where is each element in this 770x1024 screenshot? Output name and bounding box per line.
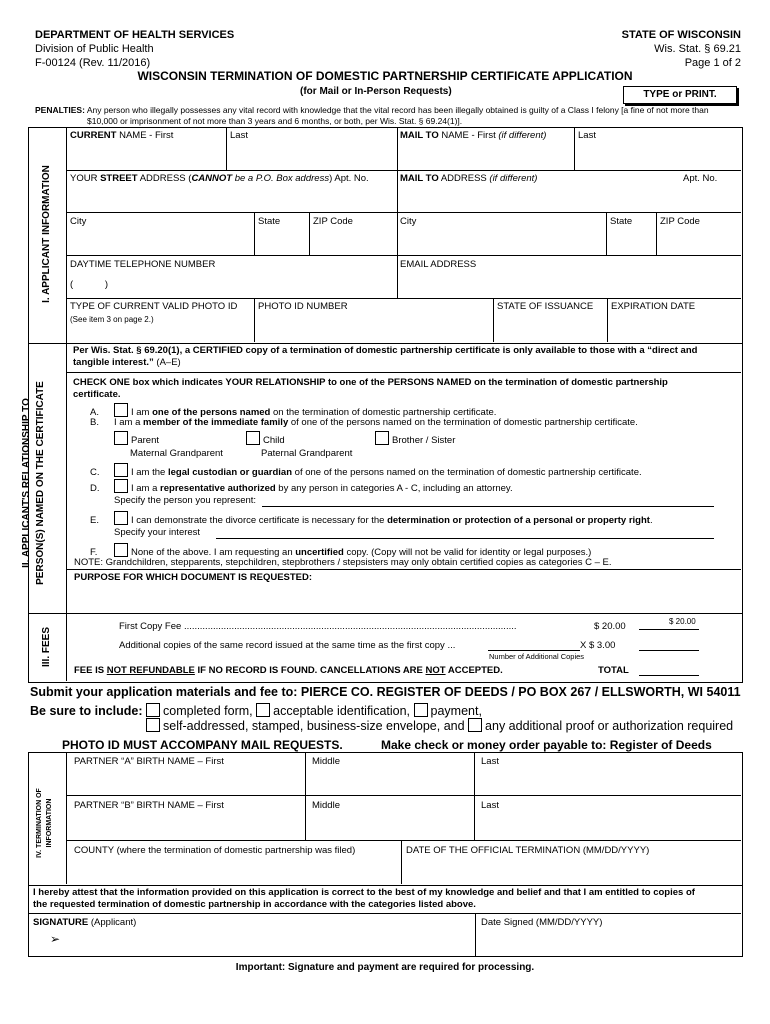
signature-arrow-icon: ➢ — [50, 932, 61, 946]
see-item-note: (See item 3 on page 2.) — [70, 315, 154, 324]
current-first-name-field[interactable]: CURRENT NAME - First — [70, 130, 174, 141]
direct-interest-intro: Per Wis. Stat. § 69.20(1), a CERTIFIED copy of a termination of domestic partnership certificate is only available to those with a “direct and tangible interest.” (A–E) — [73, 345, 698, 368]
additional-copies-count-input[interactable] — [488, 650, 580, 651]
form-title: WISCONSIN TERMINATION OF DOMESTIC PARTNERSHIP CERTIFICATE APPLICATION — [137, 69, 633, 83]
penalties-notice — [35, 105, 740, 127]
additional-copies-row: Additional copies of the same record issued at the same time as the first copy ... — [119, 640, 456, 651]
state-of-issuance-field[interactable]: STATE OF ISSUANCE — [497, 301, 594, 312]
option-d-checkbox[interactable] — [114, 479, 128, 493]
important-footer: Important: Signature and payment are required for processing. — [235, 962, 535, 973]
option-b-parent[interactable]: Parent — [114, 431, 159, 446]
sibling-checkbox[interactable] — [375, 431, 389, 445]
first-copy-filled: $ 20.00 — [669, 617, 696, 626]
envelope-checkbox[interactable] — [146, 718, 160, 732]
additional-proof-checkbox[interactable] — [468, 718, 482, 732]
option-d: D. I am a representative authorized by any person in categories A - C, including an attorney. — [90, 479, 513, 494]
option-f: F. None of the above. I am requesting an uncertified copy. (Copy will not be valid for identity or legal purposes.) — [90, 543, 591, 558]
represent-input-line[interactable] — [262, 506, 714, 507]
payable-notice: Make check or money order payable to: Register of Deeds — [381, 738, 712, 752]
zip-field[interactable]: ZIP Code — [313, 216, 353, 227]
option-b: B. I am a member of the immediate family of one of the persons named on the termination of domestic partnership certificate. — [90, 417, 638, 428]
section-2-label: II. APPLICANT'S RELATIONSHIP TO PERSON(S) NAMED ON THE CERTIFICATE — [21, 381, 46, 585]
type-or-print-label: TYPE or PRINT. — [643, 89, 717, 100]
option-c: C. I am the legal custodian or guardian of one of the persons named on the termination of domestic partnership certificate. — [90, 463, 642, 478]
mail-to-apt-field[interactable]: Apt. No. — [683, 173, 718, 184]
expiration-date-field[interactable]: EXPIRATION DATE — [611, 301, 696, 312]
option-b-child[interactable]: Child — [246, 431, 285, 446]
current-last-name-field[interactable]: Last — [230, 130, 248, 141]
street-address-field[interactable]: YOUR STREET ADDRESS (CANNOT be a P.O. Box address) Apt. No. — [70, 173, 369, 184]
mail-zip-field[interactable]: ZIP Code — [660, 216, 700, 227]
include-list-2: self-addressed, stamped, business-size envelope, and any additional proof or authorization required — [146, 718, 733, 733]
interest-input-line[interactable] — [216, 538, 714, 539]
form-subtitle: (for Mail or In-Person Requests) — [300, 86, 452, 97]
partner-a-first-field[interactable]: PARTNER “A” BIRTH NAME – First — [74, 756, 224, 767]
mail-city-field[interactable]: City — [400, 216, 417, 227]
first-copy-fee-input[interactable] — [639, 629, 699, 630]
email-field[interactable]: EMAIL ADDRESS — [400, 259, 477, 270]
option-a-checkbox[interactable] — [114, 403, 128, 417]
attestation-text: I hereby attest that the information provided on this application is correct to the best of my knowledge and belief and that I am entitled to copies of the requested termination of domestic partnership in accordance with the categories listed above. — [33, 887, 695, 910]
option-c-checkbox[interactable] — [114, 463, 128, 477]
include-list: Be sure to include: completed form, acceptable identification, payment, — [30, 704, 482, 718]
partner-a-last-field[interactable]: Last — [481, 756, 499, 767]
partner-b-middle-field[interactable]: Middle — [312, 800, 340, 811]
county-field[interactable]: COUNTY (where the termination of domestic partnership was filed) — [74, 845, 356, 856]
section-1-label: I. APPLICANT INFORMATION — [41, 165, 52, 303]
maternal-grandparent: Maternal Grandparent — [130, 448, 223, 459]
non-refundable-notice: FEE IS NOT REFUNDABLE IF NO RECORD IS FOUND. CANCELLATIONS ARE NOT ACCEPTED. — [74, 665, 503, 676]
mail-to-first-name-field[interactable]: MAIL TO NAME - First (if different) — [400, 130, 547, 141]
option-e-checkbox[interactable] — [114, 511, 128, 525]
date-signed-field[interactable]: Date Signed (MM/DD/YYYY) — [481, 917, 603, 928]
city-field[interactable]: City — [70, 216, 87, 227]
option-a: A. I am one of the persons named on the termination of domestic partnership certificate. — [90, 403, 496, 418]
payment-checkbox[interactable] — [414, 703, 428, 717]
represent-label: Specify the person you represent: — [114, 495, 257, 506]
interest-label: Specify your interest — [114, 527, 201, 538]
mail-to-last-name-field[interactable]: Last — [578, 130, 596, 141]
total-input[interactable] — [639, 675, 699, 676]
submit-instructions: Submit your application materials and fee to: PIERCE CO. REGISTER OF DEEDS / PO BOX 267 / ELLSWORTH, WI 54011 — [30, 685, 741, 699]
section-3-label: III. FEES — [41, 627, 52, 668]
type-or-print-box — [623, 86, 737, 104]
department-name: DEPARTMENT OF HEALTH SERVICES — [35, 29, 235, 41]
mail-state-field[interactable]: State — [610, 216, 633, 227]
photo-id-type-field[interactable]: TYPE OF CURRENT VALID PHOTO ID — [70, 301, 238, 312]
form-number: F-00124 (Rev. 11/2016) — [35, 57, 151, 69]
paternal-grandparent: Paternal Grandparent — [261, 448, 353, 459]
photo-id-notice: PHOTO ID MUST ACCOMPANY MAIL REQUESTS. — [62, 738, 343, 752]
partner-a-middle-field[interactable]: Middle — [312, 756, 340, 767]
grandchildren-note: NOTE: Grandchildren, stepparents, stepchildren, stepbrothers / stepsisters may only obtain certified copies as categories C – E. — [74, 557, 612, 568]
option-e: E. I can demonstrate the divorce certificate is necessary for the determination or protection of a personal or property right. — [90, 511, 653, 526]
option-f-checkbox[interactable] — [114, 543, 128, 557]
phone-field[interactable]: DAYTIME TELEPHONE NUMBER — [70, 259, 216, 270]
penalties-label: PENALTIES: — [35, 105, 85, 115]
termination-date-field[interactable]: DATE OF THE OFFICIAL TERMINATION (MM/DD/YYYY) — [406, 845, 650, 856]
signature-field[interactable]: SIGNATURE (Applicant) — [33, 917, 137, 928]
parent-checkbox[interactable] — [114, 431, 128, 445]
page-number: Page 1 of 2 — [684, 57, 741, 69]
section-termination-info — [28, 752, 743, 886]
division-name: Division of Public Health — [35, 43, 154, 55]
state-field[interactable]: State — [258, 216, 281, 227]
mail-to-address-field[interactable]: MAIL TO ADDRESS (if different) — [400, 173, 538, 184]
total-label: TOTAL — [598, 665, 629, 676]
completed-form-checkbox[interactable] — [146, 703, 160, 717]
option-b-sibling[interactable]: Brother / Sister — [375, 431, 455, 446]
statute-ref: Wis. Stat. § 69.21 — [654, 43, 741, 55]
additional-copies-fee-input[interactable] — [639, 650, 699, 651]
partner-b-last-field[interactable]: Last — [481, 800, 499, 811]
photo-id-number-field[interactable]: PHOTO ID NUMBER — [258, 301, 348, 312]
first-copy-fee-row: First Copy Fee .............................................................................................................................. — [119, 621, 517, 632]
penalties-text-1: Any person who illegally possesses any vital record with knowledge that the vital record has been illegally obtained is guilty of a Class I felony [a fine of not more than — [86, 105, 709, 115]
additional-copies-rate: X $ 3.00 — [580, 640, 616, 651]
number-of-copies-note: Number of Additional Copies — [489, 652, 585, 661]
phone-area-code: ( ) — [70, 279, 108, 290]
partner-b-first-field[interactable]: PARTNER “B” BIRTH NAME – First — [74, 800, 224, 811]
state-name: STATE OF WISCONSIN — [621, 29, 741, 41]
child-checkbox[interactable] — [246, 431, 260, 445]
check-one-instructions: CHECK ONE box which indicates YOUR RELATIONSHIP to one of the PERSONS NAMED on the termination of domestic partnership certificate. — [73, 377, 668, 400]
penalties-text-2: $10,000 or imprisonment of not more than 3 years and 6 months, or both, per Wis. Stat. § 69.24(1)]. — [87, 116, 463, 126]
first-copy-amount: $ 20.00 — [594, 621, 626, 632]
acceptable-id-checkbox[interactable] — [256, 703, 270, 717]
section-4-label: IV. TERMINATION OF INFORMATION — [36, 788, 53, 858]
purpose-field[interactable]: PURPOSE FOR WHICH DOCUMENT IS REQUESTED: — [74, 572, 313, 583]
